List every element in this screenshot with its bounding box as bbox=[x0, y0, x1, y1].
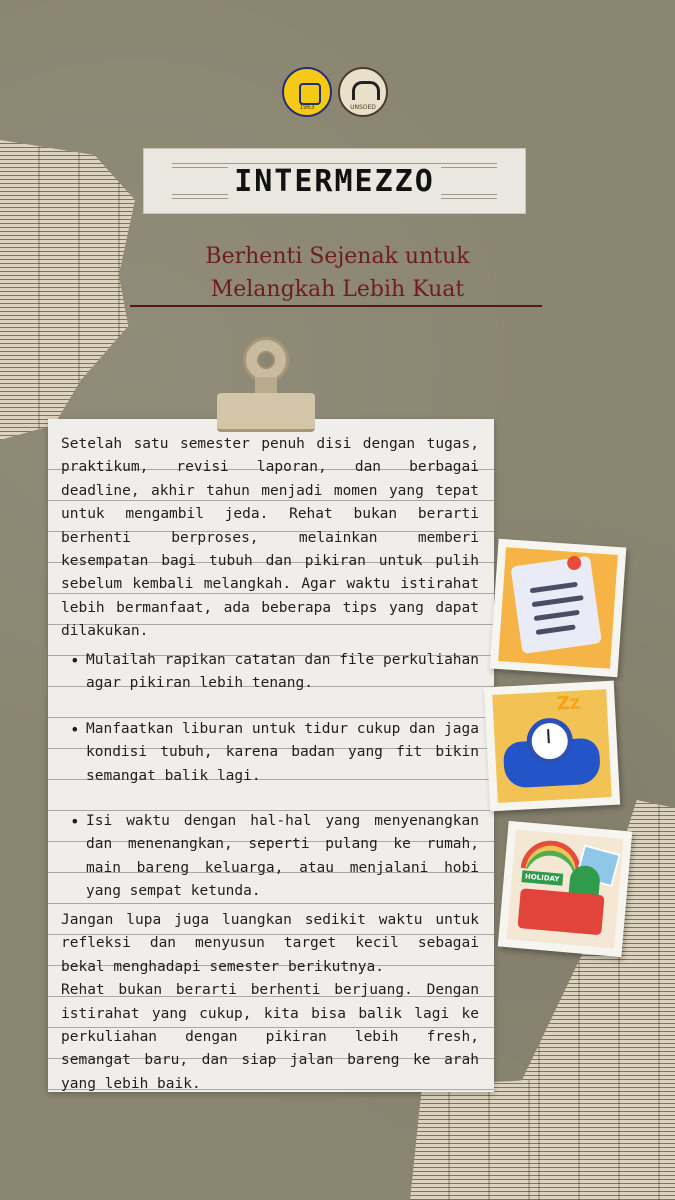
sleep-z-icon: ZZ bbox=[556, 693, 581, 715]
page-title: INTERMEZZO bbox=[228, 164, 441, 199]
organization-logo-caption: UNSOED bbox=[350, 104, 376, 111]
closing-paragraph-1: Jangan lupa juga luangkan sedikit waktu untuk refleksi dan menyusun target kecil sebagai bekal menghadapi semester berikutnya. bbox=[61, 912, 479, 975]
suitcase-icon bbox=[517, 888, 604, 935]
note-paper bbox=[48, 419, 494, 1092]
notes-illustration bbox=[490, 539, 627, 678]
subtitle-line-2: Melangkah Lebih Kuat bbox=[210, 277, 465, 302]
intro-paragraph: Setelah satu semester penuh disi dengan tugas, praktikum, revisi laporan, dan berbagai deadline, akhir tahun menjadi momen yang tepat untuk mengambil jeda. Rehat bukan berarti berhenti berproses, melainkan memberi kesempatan bagi tubuh dan pikiran untuk pulih sebelum kembali melangkah. Agar waktu istirahat lebih bermanfaat, ada beberapa tips yang dapat dilakukan. bbox=[61, 436, 479, 640]
note-sheet-icon bbox=[510, 556, 601, 654]
subtitle bbox=[130, 240, 545, 306]
subtitle-divider bbox=[130, 305, 542, 307]
closing-paragraph-2: Rehat bukan berarti berhenti berjuang. Dengan istirahat yang cukup, kita bisa balik lagi ke perkuliahan dengan pikiran lebih fresh, semangat baru, dan siap jalan bareng ke arah yang lebih baik. bbox=[61, 982, 479, 1092]
logo-group bbox=[282, 67, 388, 117]
closing-paragraphs bbox=[61, 909, 479, 1096]
list-item: • Mulailah rapikan catatan dan file perkuliahan agar pikiran lebih tenang. bbox=[61, 649, 479, 696]
rainbow-icon bbox=[521, 838, 583, 873]
organization-logo bbox=[338, 67, 388, 117]
holiday-sign: HOLIDAY bbox=[521, 870, 562, 885]
paper-clip-icon bbox=[217, 337, 315, 432]
university-logo-caption: 1963 bbox=[299, 104, 315, 111]
sleep-illustration bbox=[484, 681, 620, 812]
newspaper-scrap-bottom bbox=[410, 1080, 530, 1200]
university-logo bbox=[282, 67, 332, 117]
subtitle-line-1: Berhenti Sejenak untuk bbox=[205, 244, 470, 269]
tips-list bbox=[61, 649, 479, 926]
title-banner bbox=[143, 148, 526, 214]
list-item: • Manfaatkan liburan untuk tidur cukup dan jaga kondisi tubuh, karena badan yang fit bikin semangat balik lagi. bbox=[61, 718, 479, 788]
list-item: • Isi waktu dengan hal-hal yang menyenangkan dan menenangkan, seperti pulang ke rumah, main bareng keluarga, atau menjalani hobi yang sempat ketunda. bbox=[61, 810, 479, 904]
holiday-illustration bbox=[498, 821, 633, 957]
